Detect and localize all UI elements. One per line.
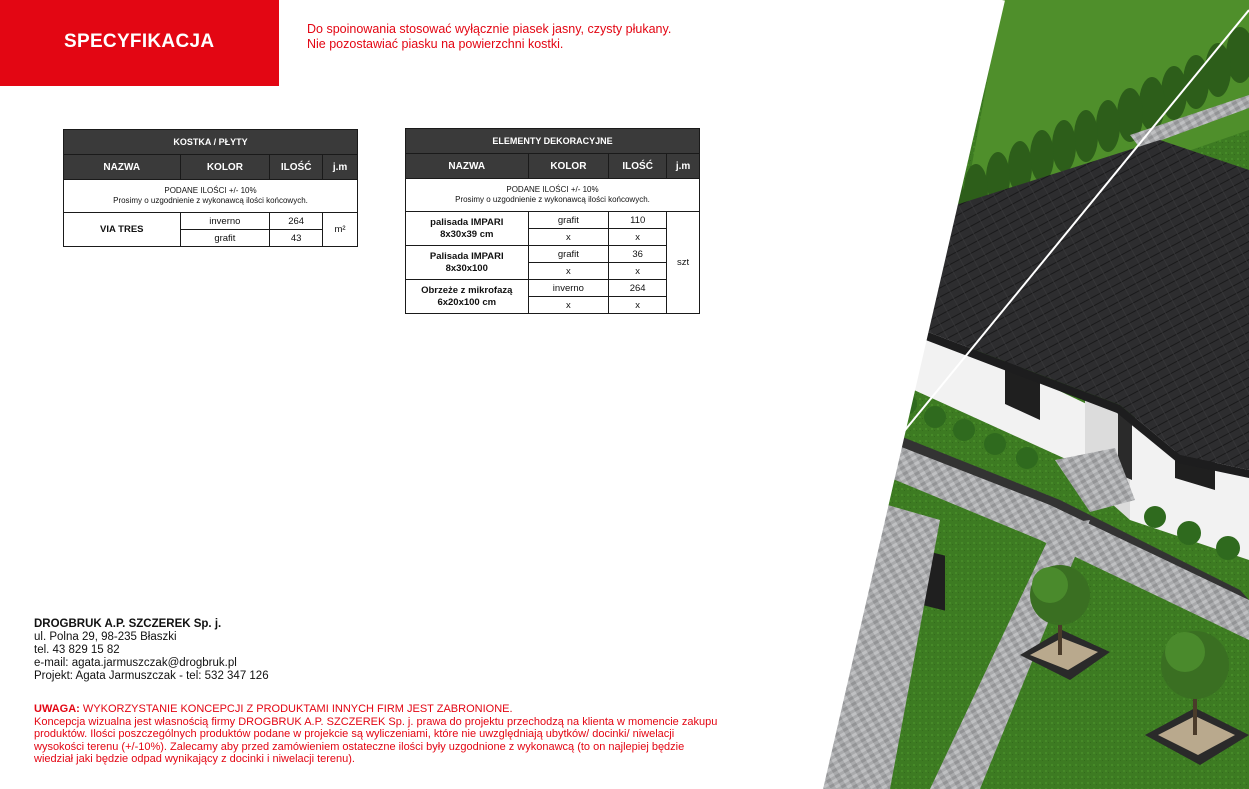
company-phone: tel. 43 829 15 82 bbox=[34, 644, 120, 656]
column-header: ILOŚĆ bbox=[270, 155, 323, 180]
header-banner bbox=[0, 0, 279, 86]
unit-cell: szt bbox=[667, 212, 700, 314]
window bbox=[1005, 360, 1040, 420]
decor-table bbox=[405, 128, 700, 314]
color-cell: x bbox=[528, 263, 609, 280]
color-cell: x bbox=[528, 229, 609, 246]
notice-line: Nie pozostawiać piasku na powierzchni kostki. bbox=[307, 37, 564, 51]
color-cell: grafit bbox=[180, 230, 270, 247]
product-name: VIA TRES bbox=[64, 213, 181, 247]
note-line: PODANE ILOŚCI +/- 10% bbox=[164, 186, 257, 195]
page-title: SPECYFIKACJA bbox=[64, 31, 215, 52]
column-header: NAZWA bbox=[406, 154, 529, 179]
pavers-table bbox=[63, 129, 358, 247]
window bbox=[1175, 428, 1215, 490]
quantity-note bbox=[64, 180, 358, 213]
note-line: Prosimy o uzgodnienie z wykonawcą ilości końcowych. bbox=[113, 196, 308, 205]
product-name-line: Palisada IMPARI bbox=[429, 250, 504, 262]
walkway bbox=[930, 520, 1090, 789]
product-size-line: 6x20x100 cm bbox=[437, 296, 497, 308]
quantity-cell: 43 bbox=[270, 230, 323, 247]
column-header: j.m bbox=[667, 154, 700, 179]
window bbox=[895, 543, 945, 610]
table-title: ELEMENTY DEKORACYJNE bbox=[406, 129, 700, 154]
product-size-line: 8x30x39 cm bbox=[440, 228, 494, 240]
company-address: ul. Polna 29, 98-235 Błaszki bbox=[34, 631, 177, 643]
quantity-cell: 264 bbox=[609, 280, 667, 297]
product-size-line: 8x30x100 bbox=[445, 262, 488, 274]
warning-headline: WYKORZYSTANIE KONCEPCJI Z PRODUKTAMI INNYCH FIRM JEST ZABRONIONE. bbox=[79, 703, 513, 715]
note-line: PODANE ILOŚCI +/- 10% bbox=[506, 185, 599, 194]
hedge-row bbox=[920, 27, 1249, 244]
table-title: KOSTKA / PŁYTY bbox=[64, 130, 358, 155]
quantity-cell: x bbox=[609, 297, 667, 314]
warning-body: Koncepcja wizualna jest własnością firmy DROGBRUK A.P. SZCZEREK Sp. j. prawa do projektu przechodzą na klienta w momencie zakupu produktów. Ilości poszczególnych produktów podane w projekcie są wyliczeniami, które nie uwzględniają ubytków/ docinki/ niwelacji wysokości terenu (+/-10%). Zalecamy aby przed zamówieniem ostateczne ilości były uzgodnione z wykonawcą (to on najlepiej będzie wiedział jaki będzie odpad wynikający z docinki i niwelacji terenu). bbox=[34, 715, 718, 765]
product-name bbox=[406, 212, 529, 246]
frame-diagonal-line bbox=[725, 10, 1249, 650]
jointing-notice bbox=[307, 22, 671, 52]
product-name-line: palisada IMPARI bbox=[430, 216, 504, 228]
entrance-paving bbox=[1055, 448, 1135, 512]
roof bbox=[870, 140, 1249, 470]
company-name: DROGBRUK A.P. SZCZEREK Sp. j. bbox=[34, 618, 222, 630]
unit-cell: m² bbox=[323, 213, 358, 247]
column-header: NAZWA bbox=[64, 155, 181, 180]
company-info bbox=[34, 618, 269, 683]
product-name bbox=[406, 246, 529, 280]
warning-lead: UWAGA: bbox=[34, 703, 80, 715]
color-cell: inverno bbox=[528, 280, 609, 297]
color-cell: inverno bbox=[180, 213, 270, 230]
planter-tree bbox=[1020, 565, 1110, 680]
notice-line: Do spoinowania stosować wyłącznie piasek jasny, czysty płukany. bbox=[307, 22, 672, 36]
frame-edge-line bbox=[820, 0, 1002, 789]
warning-note bbox=[34, 703, 724, 766]
product-name-line: Obrzeże z mikrofazą bbox=[421, 284, 513, 296]
company-email: e-mail: agata.jarmuszczak@drogbruk.pl bbox=[34, 657, 237, 669]
column-header: ILOŚĆ bbox=[609, 154, 667, 179]
color-cell: x bbox=[528, 297, 609, 314]
product-name bbox=[406, 280, 529, 314]
quantity-cell: 264 bbox=[270, 213, 323, 230]
shrub-row bbox=[870, 382, 1240, 560]
quantity-cell: 36 bbox=[609, 246, 667, 263]
project-contact: Projekt: Agata Jarmuszczak - tel: 532 347 126 bbox=[34, 670, 269, 682]
column-header: KOLOR bbox=[180, 155, 270, 180]
note-line: Prosimy o uzgodnienie z wykonawcą ilości końcowych. bbox=[455, 195, 650, 204]
column-header: j.m bbox=[323, 155, 358, 180]
door bbox=[1118, 408, 1132, 480]
quantity-cell: x bbox=[609, 263, 667, 280]
planter-tree bbox=[1145, 631, 1249, 765]
color-cell: grafit bbox=[528, 246, 609, 263]
quantity-note bbox=[406, 179, 700, 212]
quantity-cell: x bbox=[609, 229, 667, 246]
color-cell: grafit bbox=[528, 212, 609, 229]
photo-area bbox=[800, 0, 1249, 789]
front-path bbox=[835, 425, 1249, 640]
column-header: KOLOR bbox=[528, 154, 609, 179]
quantity-cell: 110 bbox=[609, 212, 667, 229]
